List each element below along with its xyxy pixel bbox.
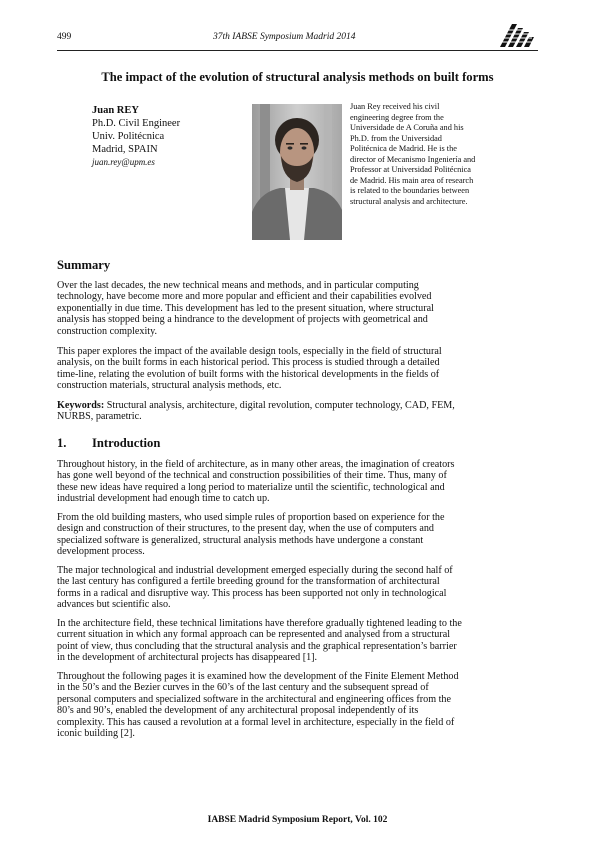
iabse-logo-icon xyxy=(498,22,538,48)
text-line: construction complexity. xyxy=(57,325,158,337)
author-photo xyxy=(252,104,342,240)
text-line: analysis has stopped being a hindrance to the development of projects with geometrical and xyxy=(57,314,428,326)
author-degree: Ph.D. Civil Engineer xyxy=(92,118,181,129)
text-line: Throughout the following pages it is examined how the development of the Finite Element Method xyxy=(57,671,459,682)
intro-paragraph-5 xyxy=(57,671,541,739)
page-number: 499 xyxy=(57,32,72,42)
author-bio xyxy=(350,102,510,207)
text-line: development process. xyxy=(57,546,145,558)
text-line: design and construction of their structures, to the present day, when the use of computers and xyxy=(57,523,434,535)
text-line: point of view, thus concluding that the structural analysis and the graphical representation’s barrier xyxy=(57,640,457,652)
keywords-text: Structural analysis, architecture, digital revolution, computer technology, CAD, FEM, xyxy=(104,400,455,411)
author-institution: Univ. Politécnica xyxy=(92,131,165,142)
keywords-text-2: NURBS, parametric. xyxy=(57,411,142,423)
running-header xyxy=(57,22,538,48)
text-line: In the architecture field, these technical limitations have therefore gradually tightened leading to the xyxy=(57,618,462,629)
text-line: exponentially in due time. This development has led to the present situation, where structural xyxy=(57,302,434,314)
summary-paragraph-1 xyxy=(57,280,541,337)
author-name: Juan REY xyxy=(92,105,139,116)
page-footer: IABSE Madrid Symposium Report, Vol. 102 xyxy=(207,815,388,825)
bio-line: engineering degree from the xyxy=(350,112,444,122)
author-block xyxy=(92,104,242,169)
intro-paragraph-2 xyxy=(57,512,541,558)
bio-line: Ph.D. from the Universidad xyxy=(350,133,442,143)
header-rule xyxy=(57,50,538,51)
bio-line: structural analysis and architecture. xyxy=(350,196,468,206)
text-line: This paper explores the impact of the available design tools, especially in the field of structural xyxy=(57,346,442,357)
bio-line: Juan Rey received his civil xyxy=(350,102,440,111)
text-line: From the old building masters, who used simple rules of proportion based on experience for the xyxy=(57,512,445,523)
keywords xyxy=(57,400,541,423)
text-line: 80’s and 90’s, enabled the development of any architectural proposal independently of its xyxy=(57,705,419,717)
keywords-line xyxy=(57,400,541,411)
text-line: industrial development had enough time to catch up. xyxy=(57,493,270,505)
intro-paragraph-3 xyxy=(57,565,541,611)
running-title: 37th IABSE Symposium Madrid 2014 xyxy=(213,32,356,42)
text-line: advances but scientific also. xyxy=(57,599,171,611)
text-line: forms in a radical and disruptive way. This process has been supported not only in technological xyxy=(57,587,447,599)
text-line: specialized software is generalized, structural analysis methods have undergone a constant xyxy=(57,534,424,546)
text-line: time-line, relating the evolution of built forms with the historical developments in the fields of xyxy=(57,368,440,380)
text-line: Throughout history, in the field of architecture, as in many other areas, the imagination of creators xyxy=(57,459,455,470)
text-line: has gone well beyond of the technical and construction possibilities of their time. Thus, many of xyxy=(57,470,447,482)
text-line: technology, have become more and more popular and efficient and their capabilities evolved xyxy=(57,291,432,303)
bio-line: Professor at Universidad Politécnica xyxy=(350,165,471,174)
text-line: The major technological and industrial development emerged especially during the second half of xyxy=(57,565,453,576)
text-line: in the development of architectural projects has disappeared [1]. xyxy=(57,652,318,664)
introduction-heading xyxy=(57,436,160,451)
text-line: iconic building [2]. xyxy=(57,728,135,740)
paper-title: The impact of the evolution of structural analysis methods on built forms xyxy=(101,70,494,84)
bio-line: de Madrid. His main area of research xyxy=(350,175,474,185)
text-line: complexity. This has caused a revolution at a formal level in architecture, especially in the field of xyxy=(57,716,455,728)
keywords-label: Keywords: xyxy=(57,400,105,411)
text-line: these new ideas have required a long period to materialize until the scientific, technological and xyxy=(57,481,445,493)
bio-line: Politécnica de Madrid. He is the xyxy=(350,144,457,153)
section-title: Introduction xyxy=(92,436,161,450)
bio-line: Universidade de A Coruña and his xyxy=(350,123,464,132)
author-email: juan.rey@upm.es xyxy=(92,157,155,167)
intro-paragraph-4 xyxy=(57,618,541,664)
text-line: current situation in which any formal approach can be represented and analysed from a structural xyxy=(57,629,451,641)
text-line: personal computers and specialized software in the architectural and engineering offices from the xyxy=(57,693,451,705)
text-line: Over the last decades, the new technical means and methods, and in particular computing xyxy=(57,280,419,291)
text-line: in the 50’s and the Bezier curves in the 60’s of the last century and the subsequent spread of xyxy=(57,682,429,694)
summary-heading: Summary xyxy=(57,258,111,272)
intro-paragraph-1 xyxy=(57,459,541,505)
author-location: Madrid, SPAIN xyxy=(92,144,158,155)
text-line: analysis, on the built forms in each historical period. This process is studied through a detailed xyxy=(57,357,440,369)
text-line: the last century has configured a fertile breeding ground for the transformation of architectural xyxy=(57,576,440,588)
section-number: 1. xyxy=(57,436,67,450)
text-line: construction materials, structural analysis methods, etc. xyxy=(57,380,282,392)
summary-paragraph-2 xyxy=(57,346,541,392)
bio-line: is related to the boundaries between xyxy=(350,186,470,195)
bio-line: director of Mecanismo Ingeniería and xyxy=(350,154,476,164)
